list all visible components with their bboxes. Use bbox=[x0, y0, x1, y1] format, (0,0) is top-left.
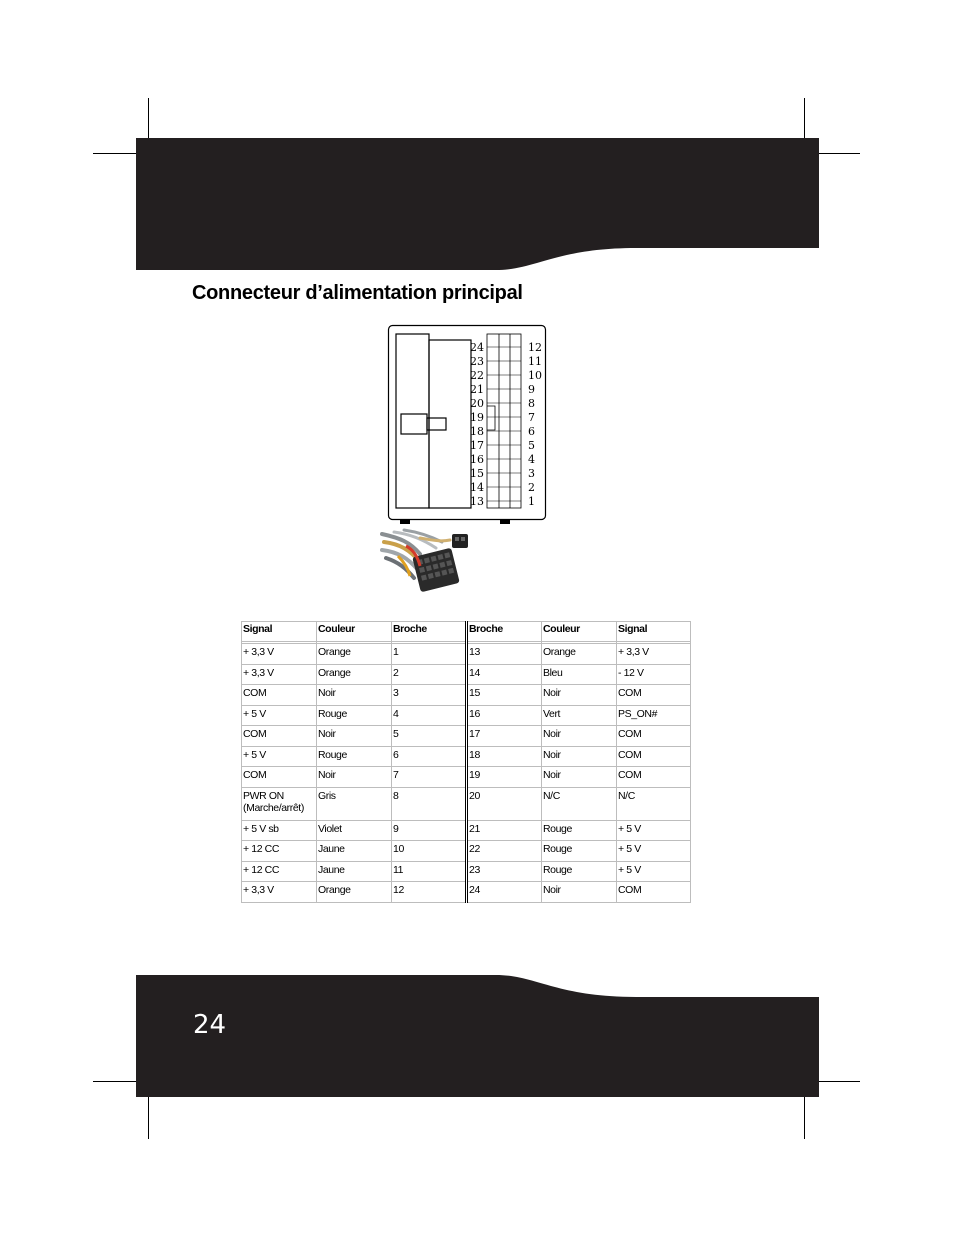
table-cell: Noir bbox=[542, 726, 617, 747]
pin-number-label: 2 bbox=[528, 481, 535, 494]
column-header: Signal bbox=[617, 622, 691, 642]
table-row bbox=[242, 746, 691, 767]
table-cell: 21 bbox=[467, 820, 542, 841]
table-cell: 15 bbox=[467, 685, 542, 706]
pin-number-label: 19 bbox=[470, 411, 484, 424]
column-header: Couleur bbox=[542, 622, 617, 642]
table-cell: 11 bbox=[392, 861, 467, 882]
table-cell: Vert bbox=[542, 705, 617, 726]
table-row bbox=[242, 685, 691, 706]
table-cell: Noir bbox=[317, 726, 392, 747]
table-cell: COM bbox=[617, 685, 691, 706]
table-cell: PS_ON# bbox=[617, 705, 691, 726]
crop-mark bbox=[148, 98, 149, 138]
pin-number-label: 17 bbox=[470, 439, 484, 452]
connector-photo bbox=[380, 528, 478, 592]
table-row bbox=[242, 861, 691, 882]
table-cell: + 3,3 V bbox=[242, 644, 317, 665]
table-cell: + 5 V bbox=[617, 861, 691, 882]
table-cell: 3 bbox=[392, 685, 467, 706]
table-cell: 24 bbox=[467, 882, 542, 903]
crop-mark bbox=[818, 153, 860, 154]
table-cell: + 5 V bbox=[242, 746, 317, 767]
page-title: Connecteur d’alimentation principal bbox=[192, 282, 523, 304]
table-cell: COM bbox=[242, 685, 317, 706]
table-cell: Orange bbox=[317, 664, 392, 685]
table-cell: 9 bbox=[392, 820, 467, 841]
table-cell: COM bbox=[617, 726, 691, 747]
table-cell: COM bbox=[617, 746, 691, 767]
pin-number-label: 12 bbox=[528, 341, 542, 354]
crop-mark bbox=[804, 1097, 805, 1139]
pin-number-label: 8 bbox=[528, 397, 535, 410]
table-cell: 18 bbox=[467, 746, 542, 767]
table-cell: 5 bbox=[392, 726, 467, 747]
table-cell: Bleu bbox=[542, 664, 617, 685]
table-cell: 7 bbox=[392, 767, 467, 788]
pin-number-label: 22 bbox=[470, 369, 484, 382]
table-cell: Noir bbox=[542, 746, 617, 767]
table-cell: N/C bbox=[542, 787, 617, 820]
table-cell: Rouge bbox=[542, 861, 617, 882]
crop-mark bbox=[818, 1081, 860, 1082]
table-cell: Rouge bbox=[542, 820, 617, 841]
pin-number-label: 14 bbox=[470, 481, 484, 494]
table-cell: Jaune bbox=[317, 861, 392, 882]
pin-number-label: 15 bbox=[470, 467, 484, 480]
pin-number-label: 1 bbox=[528, 495, 535, 508]
pin-number-label: 23 bbox=[470, 355, 484, 368]
table-cell: Noir bbox=[542, 882, 617, 903]
connector-pinout-diagram bbox=[385, 322, 550, 527]
table-cell: 16 bbox=[467, 705, 542, 726]
table-cell: Noir bbox=[317, 767, 392, 788]
table-cell: COM bbox=[242, 726, 317, 747]
table-cell: PWR ON (Marche/arrêt) bbox=[242, 787, 317, 820]
table-cell: - 12 V bbox=[617, 664, 691, 685]
table-row bbox=[242, 820, 691, 841]
table-cell: + 12 CC bbox=[242, 861, 317, 882]
table-cell: Orange bbox=[542, 644, 617, 665]
table-cell: + 5 V sb bbox=[242, 820, 317, 841]
crop-mark bbox=[148, 1097, 149, 1139]
table-cell: 1 bbox=[392, 644, 467, 665]
crop-mark bbox=[93, 1081, 137, 1082]
table-cell: + 3,3 V bbox=[242, 882, 317, 903]
table-row bbox=[242, 767, 691, 788]
table-cell: Rouge bbox=[542, 841, 617, 862]
pin-number-label: 7 bbox=[528, 411, 535, 424]
table-cell: 14 bbox=[467, 664, 542, 685]
table-cell: Jaune bbox=[317, 841, 392, 862]
table-cell: 10 bbox=[392, 841, 467, 862]
table-row bbox=[242, 882, 691, 903]
table-cell: 22 bbox=[467, 841, 542, 862]
table-cell: COM bbox=[617, 767, 691, 788]
table-cell: Orange bbox=[317, 882, 392, 903]
table-row bbox=[242, 726, 691, 747]
table-cell: Orange bbox=[317, 644, 392, 665]
table-cell: N/C bbox=[617, 787, 691, 820]
pin-number-label: 10 bbox=[528, 369, 542, 382]
table-cell: 2 bbox=[392, 664, 467, 685]
table-row bbox=[242, 664, 691, 685]
pin-number-label: 5 bbox=[528, 439, 535, 452]
column-header: Broche bbox=[392, 622, 467, 642]
pin-number-label: 6 bbox=[528, 425, 535, 438]
pin-number-label: 3 bbox=[528, 467, 535, 480]
pin-number-label: 16 bbox=[470, 453, 484, 466]
table-cell: 13 bbox=[467, 644, 542, 665]
pin-number-label: 20 bbox=[470, 397, 484, 410]
column-header: Couleur bbox=[317, 622, 392, 642]
table-cell: Rouge bbox=[317, 705, 392, 726]
table-cell: Noir bbox=[542, 767, 617, 788]
pin-number-label: 9 bbox=[528, 383, 535, 396]
table-cell: COM bbox=[617, 882, 691, 903]
table-cell: + 5 V bbox=[242, 705, 317, 726]
crop-mark bbox=[804, 98, 805, 138]
table-cell: + 3,3 V bbox=[617, 644, 691, 665]
table-cell: 23 bbox=[467, 861, 542, 882]
column-header: Broche bbox=[467, 622, 542, 642]
table-cell: 19 bbox=[467, 767, 542, 788]
table-cell: 20 bbox=[467, 787, 542, 820]
header-band bbox=[136, 138, 820, 270]
page-number: 24 bbox=[193, 1010, 227, 1040]
pin-number-label: 4 bbox=[528, 453, 535, 466]
footer-band bbox=[136, 975, 820, 1098]
table-cell: Violet bbox=[317, 820, 392, 841]
table-cell: 17 bbox=[467, 726, 542, 747]
table-cell: Gris bbox=[317, 787, 392, 820]
table-row bbox=[242, 644, 691, 665]
column-header: Signal bbox=[242, 622, 317, 642]
table-cell: 12 bbox=[392, 882, 467, 903]
table-cell: + 3,3 V bbox=[242, 664, 317, 685]
pin-number-label: 13 bbox=[470, 495, 484, 508]
pin-number-label: 21 bbox=[470, 383, 484, 396]
pin-number-label: 24 bbox=[470, 341, 484, 354]
table-header-row bbox=[242, 622, 691, 642]
table-cell: Noir bbox=[542, 685, 617, 706]
table-cell: 4 bbox=[392, 705, 467, 726]
table-cell: COM bbox=[242, 767, 317, 788]
table-cell: Noir bbox=[317, 685, 392, 706]
table-cell: + 5 V bbox=[617, 820, 691, 841]
table-row bbox=[242, 841, 691, 862]
table-cell: 8 bbox=[392, 787, 467, 820]
table-cell: Rouge bbox=[317, 746, 392, 767]
table-row bbox=[242, 787, 691, 820]
pin-table bbox=[241, 621, 691, 903]
pin-number-label: 11 bbox=[528, 355, 542, 368]
table-cell: + 12 CC bbox=[242, 841, 317, 862]
table-cell: + 5 V bbox=[617, 841, 691, 862]
table-cell: 6 bbox=[392, 746, 467, 767]
table-row bbox=[242, 705, 691, 726]
crop-mark bbox=[93, 153, 137, 154]
pin-number-label: 18 bbox=[470, 425, 484, 438]
